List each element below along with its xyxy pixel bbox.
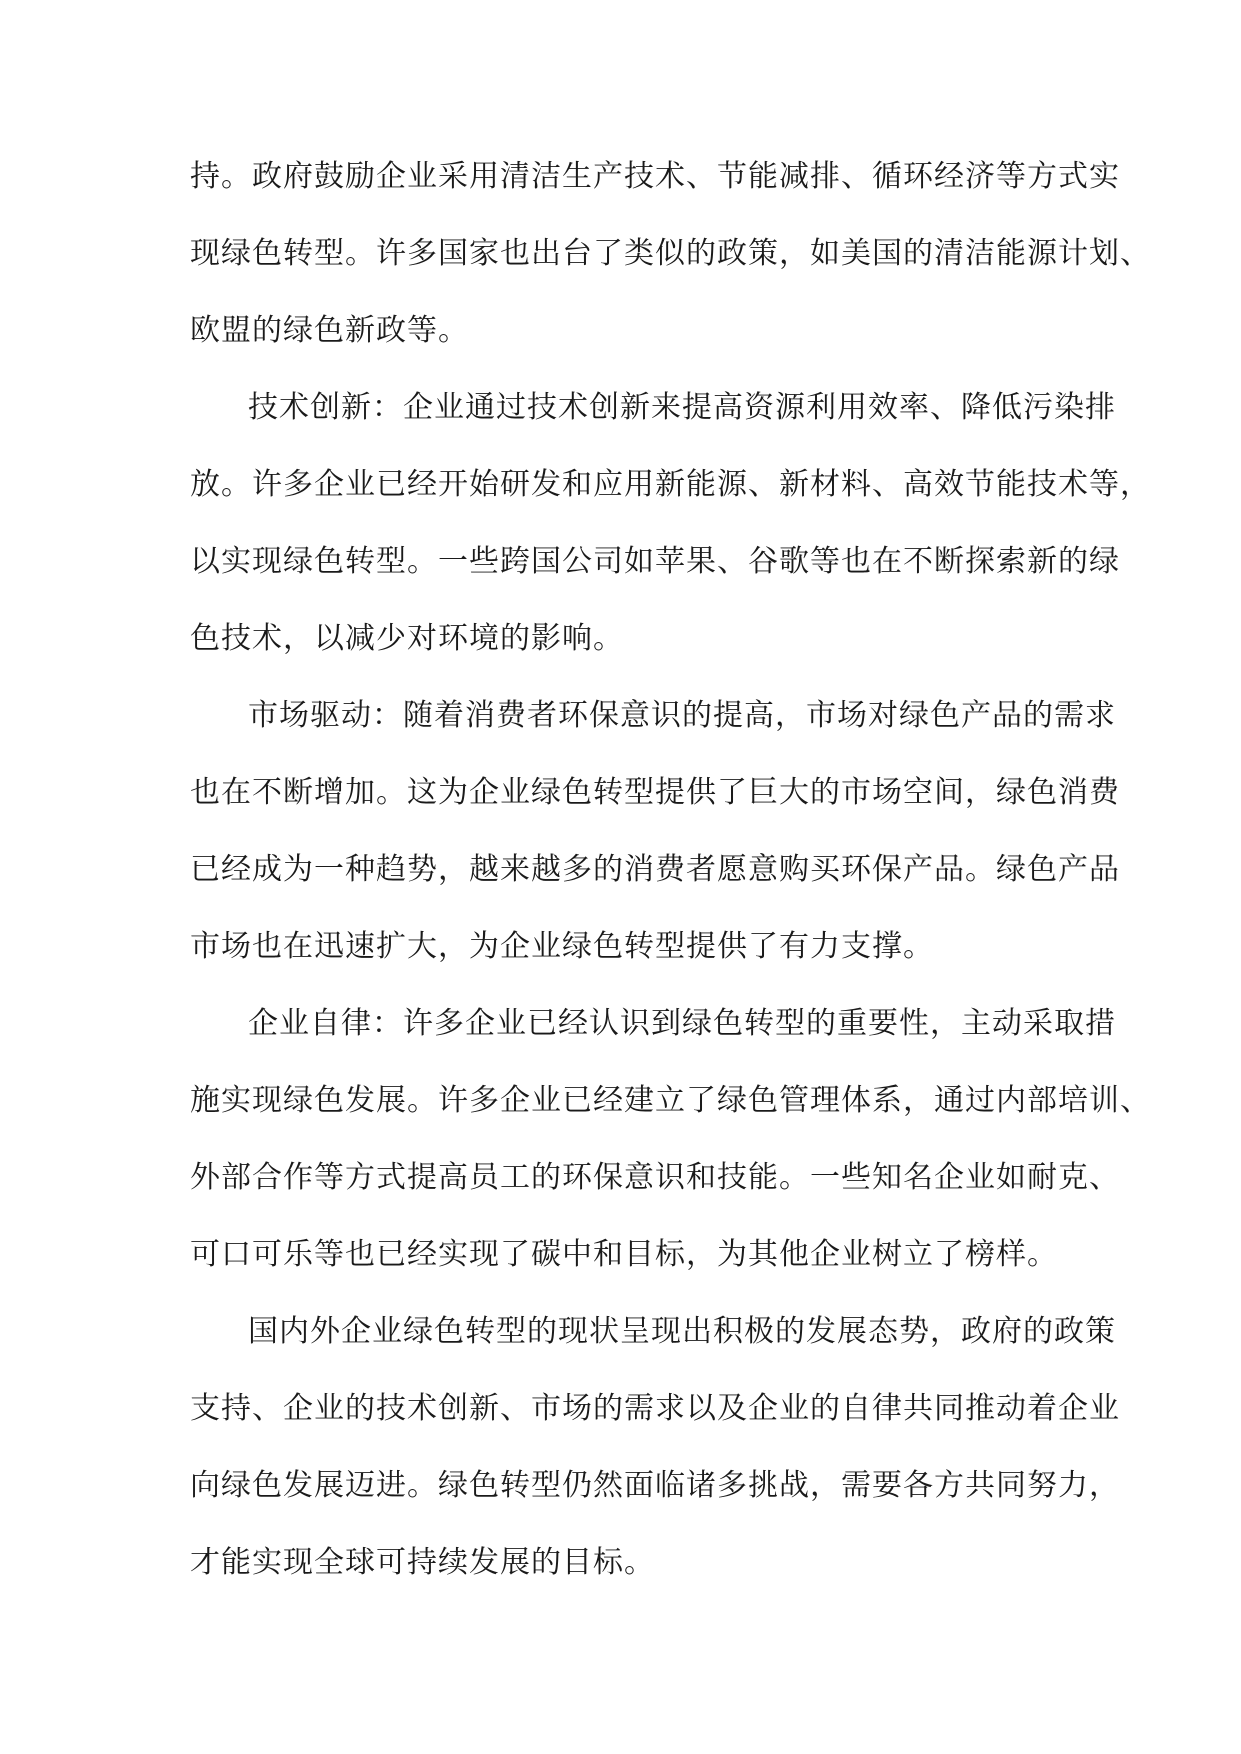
text-line: 企业自律：许多企业已经认识到绿色转型的重要性，主动采取措 — [248, 1006, 1116, 1041]
text-line: 才能实现全球可持续发展的目标。 — [190, 1545, 655, 1580]
text-line: 国内外企业绿色转型的现状呈现出积极的发展态势，政府的政策 — [248, 1314, 1116, 1349]
text-line: 现绿色转型。许多国家也出台了类似的政策，如美国的清洁能源计划、 — [190, 236, 1151, 271]
text-line: 欧盟的绿色新政等。 — [190, 313, 469, 348]
text-line: 以实现绿色转型。一些跨国公司如苹果、谷歌等也在不断探索新的绿 — [190, 544, 1120, 579]
text-line: 外部合作等方式提高员工的环保意识和技能。一些知名企业如耐克、 — [190, 1160, 1120, 1195]
paragraph-conclusion — [190, 1293, 1120, 1601]
text-line: 持。政府鼓励企业采用清洁生产技术、节能减排、循环经济等方式实 — [190, 159, 1120, 194]
text-line: 色技术，以减少对环境的影响。 — [190, 621, 624, 656]
text-line: 施实现绿色发展。许多企业已经建立了绿色管理体系，通过内部培训、 — [190, 1083, 1151, 1118]
text-line: 已经成为一种趋势，越来越多的消费者愿意购买环保产品。绿色产品 — [190, 852, 1120, 887]
paragraph-tech-innovation — [190, 369, 1151, 677]
paragraph-market-driven — [190, 677, 1120, 985]
text-line: 技术创新：企业通过技术创新来提高资源利用效率、降低污染排 — [248, 390, 1116, 425]
paragraph-self-discipline — [190, 985, 1151, 1293]
text-line: 也在不断增加。这为企业绿色转型提供了巨大的市场空间，绿色消费 — [190, 775, 1120, 810]
text-line: 市场驱动：随着消费者环保意识的提高，市场对绿色产品的需求 — [248, 698, 1116, 733]
paragraph-policy — [190, 138, 1151, 369]
text-line: 向绿色发展迈进。绿色转型仍然面临诸多挑战，需要各方共同努力， — [190, 1468, 1120, 1503]
text-line: 支持、企业的技术创新、市场的需求以及企业的自律共同推动着企业 — [190, 1391, 1120, 1426]
text-line: 可口可乐等也已经实现了碳中和目标，为其他企业树立了榜样。 — [190, 1237, 1058, 1272]
document-page — [190, 138, 1151, 1601]
text-line: 放。许多企业已经开始研发和应用新能源、新材料、高效节能技术等， — [190, 467, 1151, 502]
text-line: 市场也在迅速扩大，为企业绿色转型提供了有力支撑。 — [190, 929, 934, 964]
